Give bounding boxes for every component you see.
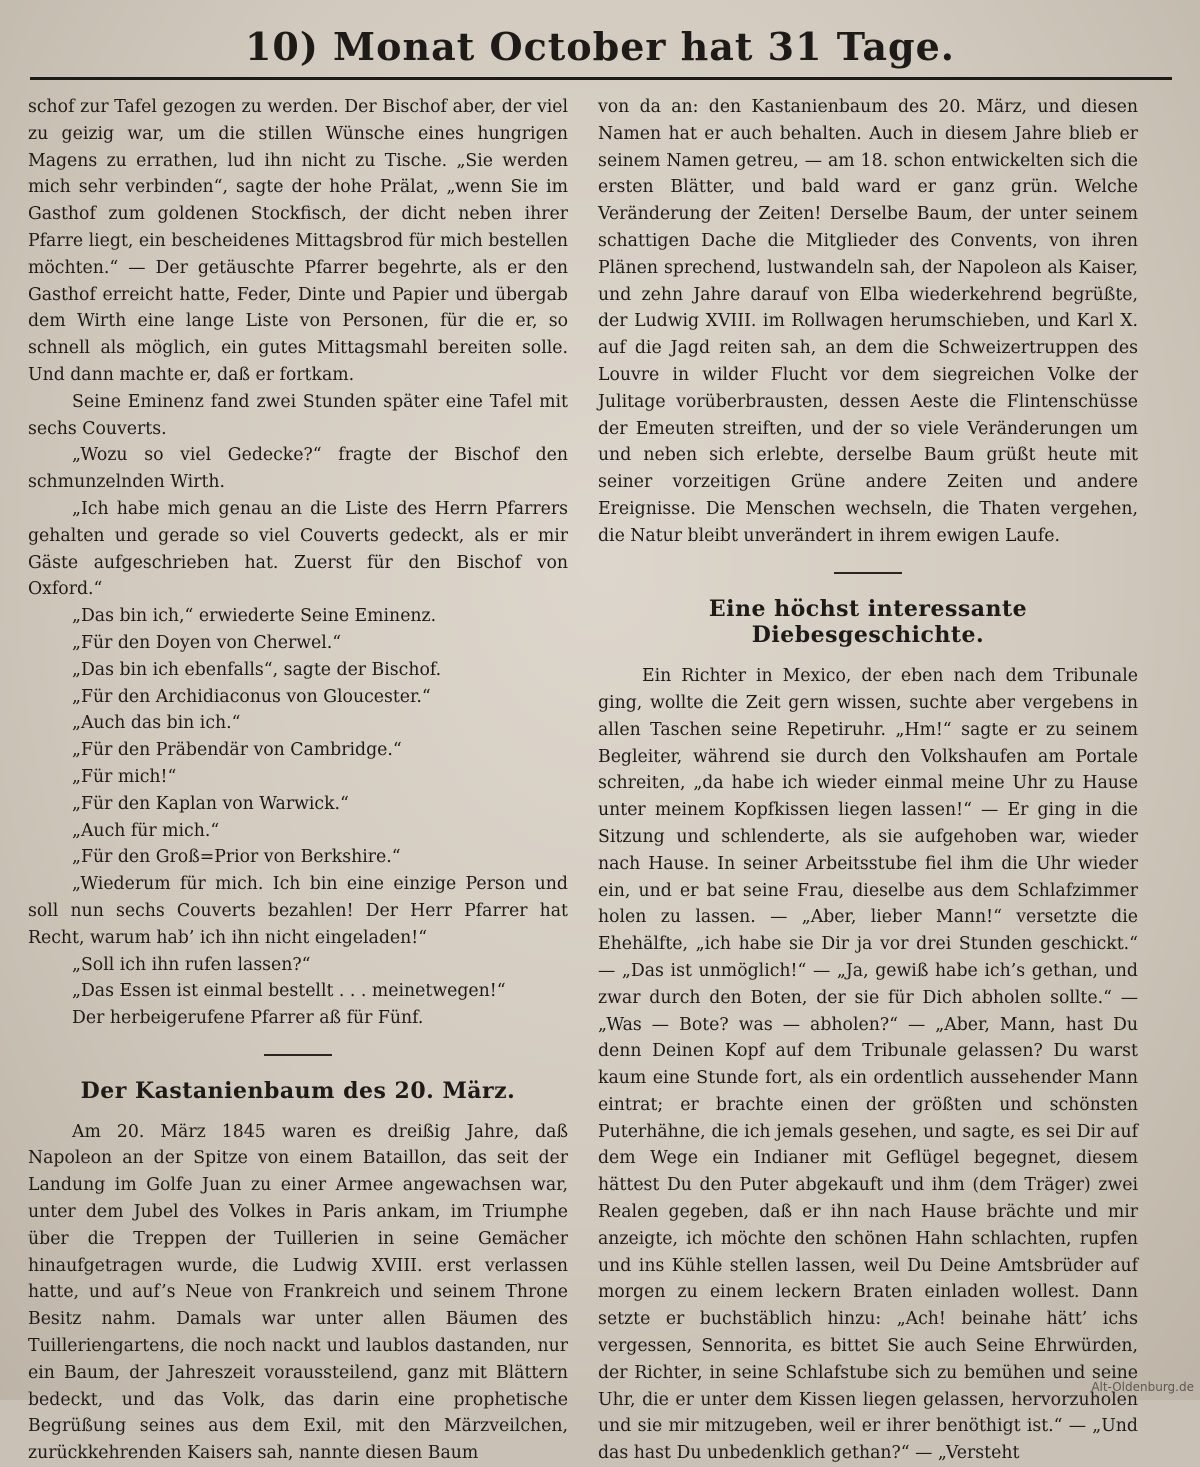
story-paragraph: „Wozu so viel Gedecke?“ fragte der Bischof den schmunzelnden Wirth. [28,445,568,493]
left-column [28,94,568,1467]
story-paragraph: Der herbeigerufene Pfarrer aß für Fünf. [72,1008,424,1029]
story-paragraph: Am 20. März 1845 waren es dreißig Jahre, daß Napoleon an der Spitze von einem Bataillon, das seit der Landung im Golfe Juan zu einer Armee angewachsen war, unter dem Jubel des Volkes in Paris ankam, im Triumphe über die Treppen der Tuillerien in seine Gemächer hinaufgetragen wurde, die Ludwig XVIII. erst verlassen hatte, und auf’s Neue von Frankreich und seinem Throne Besitz nahm. Damals war unter allen Bäumen des Tuilleriengartens, die noch nackt und laublos dastanden, nur ein Baum, der Jahreszeit voraussteilend, ganz mit Blättern bedeckt, und das Volk, das darin eine prophetische Begrüßung seines aus dem Exil, mit den Märzveilchen, zurückkehrenden Kaisers sah, nannte diesen Baum [28,1121,568,1464]
story-title-thief: Eine höchst interessante Diebesgeschichte. [708,595,1028,649]
story-paragraph: „Für den Kaplan von Warwick.“ [72,793,349,814]
story-paragraph: von da an: den Kastanienbaum des 20. März, und diesen Namen hat er auch behalten. Auch in diesem Jahre blieb er seinem Namen getreu, — am 18. schon entwickelten sich die ersten Blätter, und bald ward er ganz grün. Welche Veränderung der Zeiten! Derselbe Baum, der unter seinem schattigen Dache die Mitglieder des Convents, von ihren Plänen sprechend, lustwandeln sah, der Napoleon als Kaiser, und zehn Jahre darauf von Elba wiederkehrend begrüßte, der Ludwig XVIII. im Rollwagen herumschieben, und Karl X. auf die Jagd reiten sah, an dem die Schweizertruppen des Louvre in wilder Flucht vor dem siegreichen Volke der Julitage vorüberbrausten, dessen Aeste die Flintenschüsse der Emeuten streiften, und der so viele Veränderungen um und neben sich erlebte, derselbe Baum grüßt heute mit seiner vorzeitigen Grüne andere Zeiten und andere Ereignisse. Die Menschen wechseln, die Thaten vergehen, die Natur bleibt unverändert in ihrem ewigen Laufe. [598,97,1138,546]
story-chestnut-tree-continued [598,94,1138,550]
story-paragraph: Seine Eminenz fand zwei Stunden später eine Tafel mit sechs Couverts. [28,391,568,439]
section-divider [264,1054,332,1056]
story-thief [598,596,1138,1467]
page-header-title: 10) Monat October hat 31 Tage. [244,24,956,69]
section-divider [834,572,902,574]
story-paragraph: „Für den Doyen von Cherwel.“ [72,632,342,653]
story-paragraph: „Auch das bin ich.“ [72,713,241,734]
story-paragraph: „Für den Groß=Prior von Berkshire.“ [72,847,401,868]
story-title-chestnut-tree: Der Kastanienbaum des 20. März. [80,1077,516,1104]
story-paragraph: „Wiederum für mich. Ich bin eine einzige Person und soll nun sechs Couverts bezahlen! Der Herr Pfarrer hat Recht, warum hab’ ich ihn nicht eingeladen!“ [28,874,568,948]
story-paragraph: „Auch für mich.“ [72,820,220,841]
story-paragraph: schof zur Tafel gezogen zu werden. Der Bischof aber, der viel zu geizig war, um die stillen Wünsche eines hungrigen Magens zu errathen, lud ihn nicht zu Tische. „Sie werden mich sehr verbinden“, sagte der hohe Prälat, „wenn Sie im Gasthof zum goldenen Stockfisch, der dicht neben ihrer Pfarre liegt, ein bescheidenes Mittagsbrod für mich bestellen möchten.“ — Der getäuschte Pfarrer begehrte, als er den Gasthof erreicht hatte, Feder, Dinte und Papier und übergab dem Wirth eine lange Liste von Personen, für die er, so schnell als möglich, ein gutes Mittagsmahl bereiten solle. Und dann machte er, daß er fortkam. [28,97,568,385]
story-paragraph: Ein Richter in Mexico, der eben nach dem Tribunale ging, wollte die Zeit gern wissen, suchte aber vergebens in allen Taschen seine Repetiruhr. „Hm!“ sagte er zu seinem Begleiter, während sie durch den Volkshaufen am Portale schreiten, „da habe ich wieder einmal meine Uhr zu Hause unter meinem Kopfkissen liegen lassen!“ — Er ging in die Sitzung und schlenderte, als sie aufgehoben war, wieder nach Hause. In seiner Arbeitsstube fiel ihm die Uhr wieder ein, und er bat seine Frau, dieselbe aus dem Schlafzimmer holen zu lassen. — „Aber, lieber Mann!“ versetzte die Ehehälfte, „ich habe sie Dir ja vor drei Stunden geschickt.“ — „Das ist unmöglich!“ — „Ja, gewiß habe ich’s gethan, und zwar durch den Boten, der sie für Dich abholen sollte.“ — „Was — Bote? was — abholen?“ — „Aber, Mann, hast Du denn Deinen Kopf auf dem Tribunale gelassen? Du warst kaum eine Stunde fort, als ein ordentlich aussehender Mann eintrat; er brachte einen der größten und schönsten Puterhähne, die ich jemals gesehen, und sagte, es sei Dir auf dem Wege ein Indianer mit Geflügel begegnet, diesem hättest Du den Puter abgekauft und ihm (dem Träger) zwei Realen gegeben, daß er ihn nach Hause brächte und mir anzeigte, ich möchte den schönen Hahn schlachten, rupfen und ins Kühle stellen lassen, weil Du Deine Amtsbrüder auf morgen zu einem leckern Braten einladen wollest. Dann setzte er buchstäblich hinzu: „Ach! beinahe hätt’ ichs vergessen, Sennorita, es bittet Sie auch Seine Ehrwürden, der Richter, in seine Schlafstube sich zu bemühen und seine Uhr, die er unter dem Kissen liegen gelassen, hervorzuholen und sie mir mitzugeben, weil er ihrer benöthigt ist.“ — „Und das hast Du unbedenklich gethan?“ — „Versteht [598,666,1138,1464]
story-paragraph: „Für den Präbendär von Cambridge.“ [72,740,402,761]
story-paragraph: „Ich habe mich genau an die Liste des Herrn Pfarrers gehalten und gerade so viel Couverts gedeckt, als er mir Gäste aufgeschrieben hat. Zuerst für den Bischof von Oxford.“ [28,498,568,600]
right-column [598,94,1138,1467]
story-paragraph: „Soll ich ihn rufen lassen?“ [72,954,311,975]
story-paragraph: „Für den Archidiaconus von Gloucester.“ [72,686,431,707]
story-paragraph: „Das Essen ist einmal bestellt . . . meinetwegen!“ [72,981,506,1002]
story-paragraph: „Für mich!“ [72,766,177,787]
watermark: Alt-Oldenburg.de [1091,1380,1194,1394]
story-paragraph: „Das bin ich,“ erwiederte Seine Eminenz. [72,606,437,627]
header-rule [30,77,1172,80]
story-paragraph: „Das bin ich ebenfalls“, sagte der Bischof. [72,659,442,680]
story-chestnut-tree [28,1078,568,1467]
story-bishop [28,94,568,1032]
